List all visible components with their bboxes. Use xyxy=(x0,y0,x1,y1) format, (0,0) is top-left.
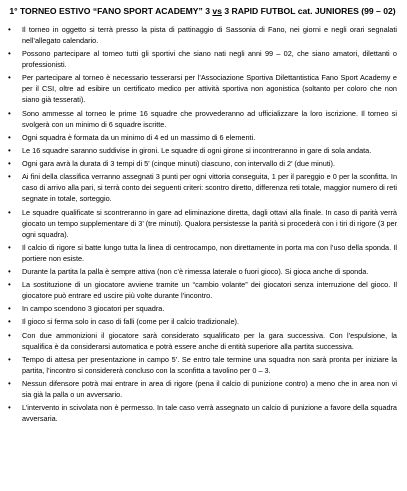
rules-list xyxy=(8,24,397,424)
bullet-icon: • xyxy=(8,172,11,182)
bullet-icon: • xyxy=(8,280,11,290)
bullet-icon: • xyxy=(8,317,11,327)
rule-text: Il torneo in oggetto si terrà presso la pista di pattinaggio di Sassonia di Fano, nei giorni e negli orari segnalati nell’allegato calendario. xyxy=(22,25,397,45)
rule-item xyxy=(8,171,397,204)
rule-text: Durante la partita la palla è sempre attiva (non c’è rimessa laterale o fuori gioco). Si gioca anche di sponda. xyxy=(22,266,369,276)
rule-item xyxy=(8,378,397,400)
bullet-icon: • xyxy=(8,266,11,276)
title-prefix: 1° TORNEO ESTIVO “FANO SPORT ACADEMY” 3 xyxy=(9,6,213,16)
bullet-icon: • xyxy=(8,159,11,169)
rule-item xyxy=(8,266,397,277)
rule-text: Ogni gara avrà la durata di 3 tempi di 5’ (cinque minuti) ciascuno, con intervallo di 2’ (due minuti). xyxy=(22,159,335,169)
document-title xyxy=(8,5,397,17)
rule-text: In campo scendono 3 giocatori per squadra. xyxy=(22,304,165,314)
bullet-icon: • xyxy=(8,49,11,59)
bullet-icon: • xyxy=(8,145,11,155)
bullet-icon: • xyxy=(8,242,11,252)
rule-item xyxy=(8,132,397,143)
title-vs: vs xyxy=(212,6,222,16)
bullet-icon: • xyxy=(8,73,11,83)
rule-text: Per partecipare al torneo è necessario tesserarsi per l’Associazione Sportiva Dilettantistica Fano Sport Academy e per il CSI, oltre ad esibire un certificato medico per attività sportiva non agonistica (soltanto per coloro che non siano già tesserati). xyxy=(22,73,397,105)
rule-text: Tempo di attesa per presentazione in campo 5’. Se entro tale termine una squadra non sarà pronta per iniziare la partita, l’incontro si considererà concluso con la sconfitta a tavolino per 0 – 3. xyxy=(22,354,397,375)
bullet-icon: • xyxy=(8,354,11,364)
rule-item xyxy=(8,242,397,264)
bullet-icon: • xyxy=(8,330,11,340)
rule-item xyxy=(8,207,397,240)
rule-text: Le 16 squadre saranno suddivise in gironi. Le squadre di ogni girone si incontreranno in gare di sola andata. xyxy=(22,145,372,155)
rule-text: Possono partecipare al torneo tutti gli sportivi che siano nati negli anni 99 – 02, che siano amatori, dilettanti o professionisti. xyxy=(22,49,397,70)
rule-item xyxy=(8,145,397,156)
bullet-icon: • xyxy=(8,132,11,142)
title-suffix: 3 RAPID FUTBOL cat. JUNIORES (99 – 02) xyxy=(221,6,396,16)
rule-text: L’intervento in scivolata non è permesso. In tale caso verrà assegnato un calcio di punizione a favore della squadra avversaria. xyxy=(22,403,397,424)
rule-text: Ai fini della classifica verranno assegnati 3 punti per ogni vittoria conseguita, 1 per il pareggio e 0 per la sconfitta. In caso di arrivo alla pari, si terrà conto dei seguenti criteri: scontro diretto, differenza reti totale, maggior numero di reti segnate in totale, sorteggio. xyxy=(22,172,397,204)
rule-item xyxy=(8,330,397,352)
rule-text: La sostituzione di un giocatore avviene tramite un “cambio volante” dei giocatori senza interruzione del gioco. Il giocatore può entrare ed uscire più volte durante l’incontro. xyxy=(22,280,397,301)
rule-item xyxy=(8,303,397,314)
rule-item xyxy=(8,279,397,301)
bullet-icon: • xyxy=(8,379,11,388)
rule-item xyxy=(8,48,397,70)
rule-item xyxy=(8,316,397,327)
bullet-icon: • xyxy=(8,403,11,413)
rule-item xyxy=(8,108,397,130)
bullet-icon: • xyxy=(8,207,11,217)
rule-text: Nessun difensore potrà mai entrare in area di rigore (pena il calcio di punizione contro) a meno che in area non vi sia già la palla o un avversario. xyxy=(22,379,397,399)
rule-item xyxy=(8,402,397,424)
rule-text: Le squadre qualificate si scontreranno in gare ad eliminazione diretta, dagli ottavi alla finale. In caso di parità verrà giocato un tempo supplementare di 3’ (tre minuti). Qualora persistesse la parità si procederà con i tiri di rigore (3 per ogni squadra). xyxy=(22,207,397,239)
bullet-icon: • xyxy=(8,25,11,34)
bullet-icon: • xyxy=(8,304,11,314)
rule-text: Con due ammonizioni il giocatore sarà considerato squalificato per la gara successiva. Con l’espulsione, la squalifica è da considerarsi automatica e potrà essere anche di entità superiore alla partita successiva. xyxy=(22,330,397,351)
rule-text: Ogni squadra è formata da un minimo di 4 ed un massimo di 6 elementi. xyxy=(22,132,256,142)
rule-item xyxy=(8,354,397,376)
rule-item xyxy=(8,158,397,169)
rule-text: Il calcio di rigore si batte lungo tutta la linea di centrocampo, non direttamente in porta ma con l’uso della sponda. Il portiere non esiste. xyxy=(22,242,397,263)
bullet-icon: • xyxy=(8,108,11,118)
rule-item xyxy=(8,24,397,46)
rule-text: Il gioco si ferma solo in caso di falli (come per il calcio tradizionale). xyxy=(22,317,239,327)
rule-text: Sono ammesse al torneo le prime 16 squadre che provvederanno ad ufficializzare la loro iscrizione. Il torneo si svolgerà con un minimo di 6 squadre iscritte. xyxy=(22,108,397,129)
rule-item xyxy=(8,72,397,105)
